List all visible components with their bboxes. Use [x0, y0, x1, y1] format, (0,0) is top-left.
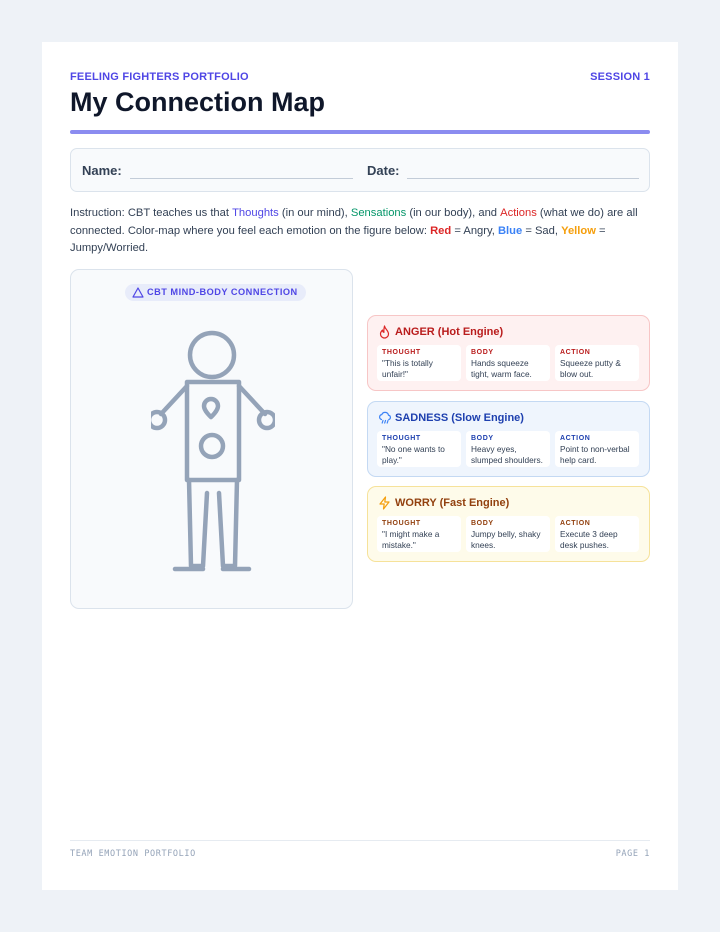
figure-left-leg[interactable] — [189, 480, 207, 566]
name-field[interactable] — [130, 178, 353, 179]
page-header — [70, 71, 650, 85]
figure-belly-marker[interactable] — [201, 435, 223, 457]
sadness-action-cell — [555, 431, 639, 467]
worry-body-cell — [466, 516, 550, 552]
title-divider — [70, 130, 650, 134]
footer-portfolio-label: TEAM EMOTION PORTFOLIO — [70, 849, 196, 859]
page-number: PAGE 1 — [615, 849, 650, 859]
anger-action-text: Squeeze putty & blow out. — [560, 358, 621, 379]
figure-left-arm[interactable] — [161, 386, 187, 414]
thought-label: THOUGHT — [382, 349, 421, 356]
instruction-text — [70, 205, 650, 258]
actions-keyword: Actions — [500, 207, 537, 219]
figure-head[interactable] — [190, 333, 234, 377]
date-label: Date: — [367, 163, 400, 178]
sadness-body-text: Heavy eyes, slumped shoulders. — [471, 444, 543, 465]
name-label: Name: — [82, 163, 122, 178]
emotion-card-worry — [367, 486, 650, 562]
anger-body-cell — [466, 345, 550, 381]
anger-title: ANGER (Hot Engine) — [395, 326, 504, 338]
instruction-part: (in our body), and — [406, 207, 501, 219]
worry-action-text: Execute 3 deep desk pushes. — [560, 529, 618, 550]
sadness-thought-cell — [377, 431, 461, 467]
red-keyword: Red — [430, 224, 452, 237]
instruction-part: (in our mind), — [278, 207, 351, 219]
figure-right-arm[interactable] — [239, 386, 265, 414]
body-label: BODY — [471, 435, 494, 442]
instruction-part: (what we do) are all connected. Color-map where you feel each emotion on the figure below: — [70, 207, 638, 237]
body-label: BODY — [471, 520, 494, 527]
worry-action-cell — [555, 516, 639, 552]
body-outline-figure[interactable] — [151, 328, 275, 578]
blue-keyword: Blue — [497, 224, 523, 237]
rain-cloud-icon — [378, 411, 392, 425]
portfolio-brand: FEELING FIGHTERS PORTFOLIO — [70, 71, 249, 83]
worry-title: WORRY (Fast Engine) — [395, 497, 510, 509]
thoughts-keyword: Thoughts — [232, 207, 279, 219]
figure-left-hand[interactable] — [151, 412, 165, 428]
worksheet-page — [42, 42, 678, 890]
yellow-keyword: Yellow — [561, 224, 596, 237]
body-figure-panel — [70, 269, 353, 609]
sensations-keyword: Sensations — [350, 207, 407, 219]
figure-torso[interactable] — [187, 382, 239, 480]
instruction-part: = Jumpy/Worried. — [70, 224, 606, 254]
emotion-card-anger — [367, 315, 650, 391]
name-date-box — [70, 148, 650, 192]
sadness-thought-text: "No one wants to play." — [382, 444, 445, 465]
worry-body-text: Jumpy belly, shaky knees. — [471, 529, 541, 550]
thought-label: THOUGHT — [382, 520, 421, 527]
anger-thought-cell — [377, 345, 461, 381]
flame-icon — [378, 325, 391, 339]
body-label: BODY — [471, 349, 494, 356]
session-label: SESSION 1 — [590, 71, 650, 83]
page-content — [70, 42, 650, 890]
instruction-part: = Sad, — [522, 224, 562, 237]
triangle-icon — [132, 287, 144, 298]
anger-thought-text: "This is totally unfair!" — [382, 358, 433, 379]
anger-action-cell — [555, 345, 639, 381]
figure-heart-marker[interactable] — [204, 399, 218, 417]
action-label: ACTION — [560, 520, 591, 527]
sadness-body-cell — [466, 431, 550, 467]
figure-badge-label: CBT MIND-BODY CONNECTION — [147, 287, 298, 297]
sadness-action-text: Point to non-verbal help card. — [560, 444, 630, 465]
action-label: ACTION — [560, 435, 591, 442]
instruction-part: Instruction: CBT teaches us that — [70, 207, 233, 219]
date-field[interactable] — [407, 178, 639, 179]
page-title: My Connection Map — [70, 87, 325, 117]
action-label: ACTION — [560, 349, 591, 356]
anger-body-text: Hands squeeze tight, warm face. — [471, 358, 532, 379]
footer-divider — [70, 840, 650, 841]
thought-label: THOUGHT — [382, 435, 421, 442]
worry-thought-text: "I might make a mistake." — [382, 529, 440, 550]
emotion-card-sadness — [367, 401, 650, 477]
lightning-icon — [378, 496, 391, 510]
figure-right-leg[interactable] — [219, 480, 237, 566]
figure-badge — [125, 284, 306, 301]
worry-thought-cell — [377, 516, 461, 552]
sadness-title: SADNESS (Slow Engine) — [395, 412, 524, 424]
instruction-part: = Angry, — [451, 224, 498, 237]
